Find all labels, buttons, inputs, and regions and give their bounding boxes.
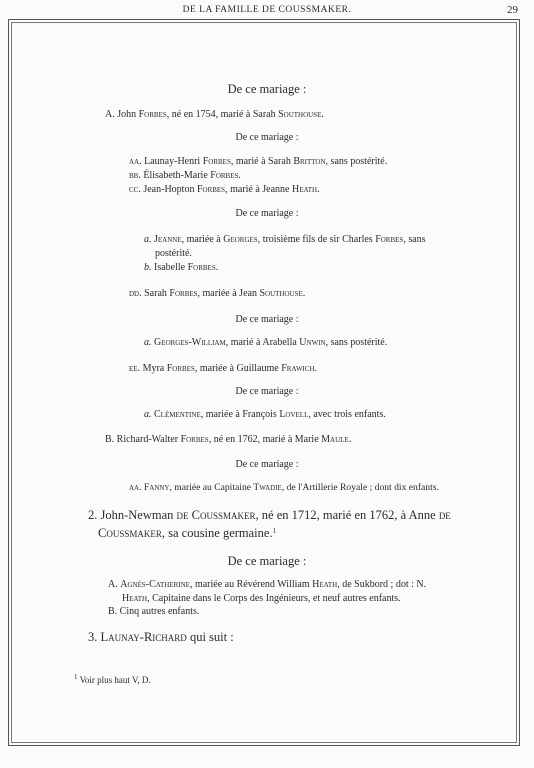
entry-launay-henri: aa. Launay-Henri Forbes, marié à Sarah Britton, sans postérité. [129, 156, 388, 167]
heading-de-ce-mariage: De ce mariage : [235, 132, 299, 143]
entry-myra-forbes: ee. Myra Forbes, mariée à Guillaume Frawich. [129, 363, 318, 374]
footnote-text: Voir plus haut V, D. [79, 675, 151, 685]
entry-john-newman: 2. John-Newman de Coussmaker, né en 1712, marié en 1762, à Anne de [88, 508, 451, 522]
entry-fanny: aa. Fanny, mariée au Capitaine Twadie, de l'Artillerie Royale ; dont dix enfants. [129, 482, 439, 493]
entry-cinq-autres: B. Cinq autres enfants. [108, 606, 200, 617]
footnote-mark: 1 [74, 673, 78, 681]
heading-de-ce-mariage: De ce mariage : [235, 208, 299, 219]
entry-jeanne-cont: postérité. [155, 248, 192, 259]
heading-de-ce-mariage: De ce mariage : [235, 386, 299, 397]
entry-agnes-catherine-cont: Heath, Capitaine dans le Corps des Ingénieurs, et neuf autres enfants. [122, 593, 401, 604]
entry-jean-hopton: cc. Jean-Hopton Forbes, marié à Jeanne Heath. [129, 184, 320, 195]
heading-de-ce-mariage: De ce mariage : [227, 82, 307, 96]
entry-agnes-catherine: A. Agnès-Catherine, mariée au Révérend William Heath, de Sukbord ; dot : N. [108, 579, 427, 590]
running-title: DE LA FAMILLE DE COUSSMAKER. [182, 5, 352, 15]
footnote [74, 673, 151, 685]
entry-richard-walter: B. Richard-Walter Forbes, né en 1762, marié à Marie Maule. [105, 434, 352, 445]
entry-clementine: a. Clémentine, mariée à François Lovell, avec trois enfants. [144, 409, 386, 420]
entry-sarah-forbes: dd. Sarah Forbes, mariée à Jean Southouse. [129, 288, 306, 299]
running-header [0, 4, 534, 18]
entry-launay-richard: 3. Launay-Richard qui suit : [88, 630, 234, 644]
page-number: 29 [507, 4, 518, 16]
entry-john-newman-cont: Coussmaker, sa cousine germaine.$^1$ [98, 526, 277, 540]
entry-isabelle: b. Isabelle Forbes. [144, 262, 219, 273]
entry-john-forbes: A. John Forbes, né en 1754, marié à Sarah Southouse. [105, 109, 324, 120]
entry-elisabeth-marie: bb. Élisabeth-Marie Forbes. [129, 170, 241, 181]
heading-de-ce-mariage: De ce mariage : [235, 459, 299, 470]
entry-georges-william: a. Georges-William, marié à Arabella Unwin, sans postérité. [144, 337, 388, 348]
heading-de-ce-mariage: De ce mariage : [227, 554, 307, 568]
page-frame [8, 19, 520, 746]
entry-jeanne: a. Jeanne, mariée à Georges, troisième fils de sir Charles Forbes, sans [144, 234, 426, 245]
heading-de-ce-mariage: De ce mariage : [235, 314, 299, 325]
